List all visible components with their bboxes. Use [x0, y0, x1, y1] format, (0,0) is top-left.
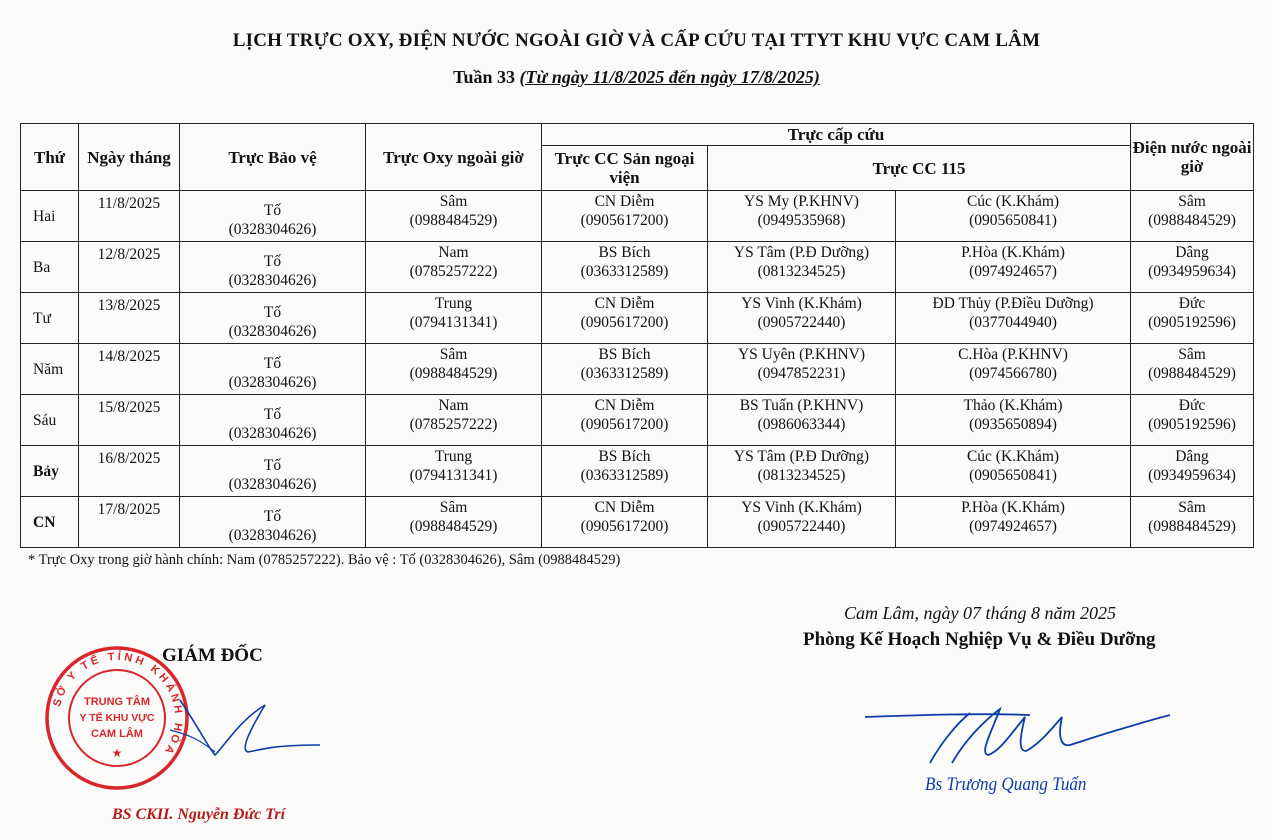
cc115-a-cell-phone: (0947852231)	[757, 365, 846, 382]
oxy-cell-phone: (0988484529)	[409, 518, 498, 535]
power-water-cell-phone: (0988484529)	[1148, 518, 1236, 535]
cc115-b-cell-name: P.Hòa (K.Khám)	[961, 244, 1065, 261]
page-title: LỊCH TRỰC OXY, ĐIỆN NƯỚC NGOÀI GIỜ VÀ CẤP CỨU TẠI TTYT KHU VỰC CAM LÂM	[232, 30, 1041, 51]
power-water-cell-phone: (0988484529)	[1148, 365, 1236, 382]
cc115-a-cell-phone: (0949535968)	[757, 212, 846, 229]
cc115-b-cell-name: Cúc (K.Khám)	[966, 193, 1060, 210]
guard-cell	[180, 446, 366, 497]
guard-cell-phone: (0328304626)	[228, 272, 317, 289]
power-water-cell-name: Đức	[1178, 397, 1206, 414]
oxy-cell-name: Sâm	[439, 499, 468, 516]
cc115-b-cell	[896, 446, 1131, 497]
date-cell: 12/8/2025	[79, 242, 180, 293]
obstetric-cell-phone: (0905617200)	[580, 518, 669, 535]
obstetric-cell	[542, 242, 708, 293]
svg-text:★: ★	[111, 746, 123, 760]
oxy-cell-name: Trung	[434, 295, 473, 312]
cc115-a-cell	[708, 497, 896, 548]
cc115-b-cell-name: Thảo (K.Khám)	[963, 397, 1063, 414]
power-water-cell	[1131, 344, 1254, 395]
guard-cell-phone: (0328304626)	[228, 476, 317, 493]
cc115-b-cell-phone: (0974566780)	[969, 365, 1057, 382]
cc115-a-cell-name: BS Tuấn (P.KHNV)	[739, 397, 864, 414]
director-name: BS CKII. Nguyễn Đức Trí	[112, 806, 286, 823]
table-row	[21, 242, 1254, 293]
power-water-cell	[1131, 395, 1254, 446]
power-water-cell	[1131, 446, 1254, 497]
cc115-a-cell-name: YS Vinh (K.Khám)	[741, 499, 862, 516]
table-row	[21, 497, 1254, 548]
col-power-water-header: Điện nước ngoài giờ	[1131, 124, 1254, 191]
obstetric-cell-name: BS Bích	[598, 346, 651, 363]
place-date: Cam Lâm, ngày 07 tháng 8 năm 2025	[844, 603, 1117, 623]
guard-cell	[180, 344, 366, 395]
day-cell: Hai	[21, 191, 79, 242]
oxy-cell	[366, 344, 542, 395]
table-row	[21, 191, 1254, 242]
stamp-line-2: Y TẾ KHU VỰC	[79, 712, 155, 724]
oxy-cell-name: Nam	[438, 244, 469, 261]
day-cell: Năm	[21, 344, 79, 395]
department-signature-icon	[860, 695, 1180, 775]
cc115-a-cell	[708, 395, 896, 446]
oxy-cell-phone: (0988484529)	[409, 365, 498, 382]
cc115-a-cell-phone: (0813234525)	[757, 263, 846, 280]
power-water-cell	[1131, 497, 1254, 548]
oxy-cell-name: Sâm	[439, 193, 468, 210]
stamp-line-3: CAM LÂM	[91, 728, 143, 740]
power-water-cell-name: Đức	[1178, 295, 1206, 312]
obstetric-cell	[542, 191, 708, 242]
date-cell: 17/8/2025	[79, 497, 180, 548]
obstetric-cell-phone: (0363312589)	[580, 263, 669, 280]
power-water-cell	[1131, 242, 1254, 293]
guard-cell-name: Tố	[263, 406, 282, 423]
oxy-cell-name: Trung	[434, 448, 473, 465]
power-water-cell-name: Dâng	[1175, 244, 1209, 261]
cc115-a-cell-phone: (0813234525)	[757, 467, 846, 484]
oxy-cell	[366, 191, 542, 242]
col-guard-header: Trực Bảo vệ	[180, 124, 366, 191]
obstetric-cell-name: CN Diễm	[594, 193, 655, 210]
power-water-cell	[1131, 293, 1254, 344]
cc115-a-cell-name: YS Tâm (P.Đ Dưỡng)	[733, 448, 870, 465]
cc115-a-cell-phone: (0905722440)	[757, 314, 846, 331]
day-cell: Sáu	[21, 395, 79, 446]
table-row	[21, 293, 1254, 344]
guard-cell-phone: (0328304626)	[228, 374, 317, 391]
cc115-a-cell	[708, 242, 896, 293]
table-row	[21, 395, 1254, 446]
director-signature-icon	[170, 690, 330, 770]
power-water-cell-name: Dâng	[1175, 448, 1209, 465]
day-cell: CN	[21, 497, 79, 548]
cc115-b-cell	[896, 395, 1131, 446]
date-cell: 14/8/2025	[79, 344, 180, 395]
col-oxy-header: Trực Oxy ngoài giờ	[366, 124, 542, 191]
guard-cell-name: Tố	[263, 355, 282, 372]
stamp-line-1: TRUNG TÂM	[84, 696, 150, 708]
guard-cell-name: Tố	[263, 202, 282, 219]
obstetric-cell-name: BS Bích	[598, 244, 651, 261]
signer-name: Bs Trương Quang Tuấn	[925, 774, 1087, 795]
date-cell: 15/8/2025	[79, 395, 180, 446]
power-water-cell-name: Sâm	[1178, 499, 1206, 516]
guard-cell-name: Tố	[263, 253, 282, 270]
cc115-a-cell-name: YS Vinh (K.Khám)	[741, 295, 862, 312]
guard-cell-phone: (0328304626)	[228, 323, 317, 340]
power-water-cell-phone: (0905192596)	[1148, 416, 1236, 433]
cc115-b-cell-phone: (0935650894)	[969, 416, 1057, 433]
footnote: * Trực Oxy trong giờ hành chính: Nam (0785257222). Bảo vệ : Tố (0328304626), Sâm (0988484529)	[28, 552, 621, 568]
oxy-cell	[366, 395, 542, 446]
department-name: Phòng Kế Hoạch Nghiệp Vụ & Điều Dưỡng	[803, 629, 1156, 650]
week-label: Tuần 33	[453, 67, 516, 87]
power-water-cell	[1131, 191, 1254, 242]
cc115-a-cell	[708, 344, 896, 395]
oxy-cell-phone: (0785257222)	[409, 263, 498, 280]
obstetric-cell-name: CN Diễm	[594, 295, 655, 312]
cc115-a-cell	[708, 191, 896, 242]
table-row	[21, 446, 1254, 497]
table-row	[21, 344, 1254, 395]
day-cell: Bảy	[21, 446, 79, 497]
guard-cell-name: Tố	[263, 304, 282, 321]
guard-cell	[180, 395, 366, 446]
cc115-a-cell	[708, 293, 896, 344]
director-title: GIÁM ĐỐC	[162, 645, 263, 666]
cc115-a-cell-name: YS Tâm (P.Đ Dưỡng)	[733, 244, 870, 261]
obstetric-cell-phone: (0905617200)	[580, 212, 669, 229]
guard-cell-name: Tố	[263, 457, 282, 474]
cc115-a-cell-phone: (0986063344)	[757, 416, 846, 433]
power-water-cell-name: Sâm	[1178, 193, 1206, 210]
cc115-a-cell	[708, 446, 896, 497]
guard-cell-phone: (0328304626)	[228, 221, 317, 238]
col-thu-header: Thứ	[21, 124, 79, 191]
date-cell: 16/8/2025	[79, 446, 180, 497]
col-date-header: Ngày tháng	[79, 124, 180, 191]
guard-cell	[180, 293, 366, 344]
col-obstetric-header: Trực CC Sản ngoại viện	[542, 146, 708, 191]
day-cell: Tư	[21, 293, 79, 344]
guard-cell-phone: (0328304626)	[228, 527, 317, 544]
cc115-b-cell-phone: (0905650841)	[969, 212, 1057, 229]
cc115-b-cell-phone: (0377044940)	[969, 314, 1057, 331]
cc115-b-cell-name: Cúc (K.Khám)	[966, 448, 1060, 465]
cc115-b-cell-name: ĐD Thủy (P.Điều Dưỡng)	[932, 295, 1094, 312]
obstetric-cell	[542, 497, 708, 548]
obstetric-cell-name: CN Diễm	[594, 499, 655, 516]
day-cell: Ba	[21, 242, 79, 293]
cc115-b-cell	[896, 293, 1131, 344]
col-115-header: Trực CC 115	[708, 146, 1131, 191]
cc115-b-cell	[896, 191, 1131, 242]
cc115-b-cell	[896, 344, 1131, 395]
duty-schedule-table	[20, 123, 1254, 548]
obstetric-cell	[542, 293, 708, 344]
power-water-cell-phone: (0905192596)	[1148, 314, 1236, 331]
cc115-b-cell-phone: (0974924657)	[969, 518, 1057, 535]
obstetric-cell	[542, 395, 708, 446]
col-emergency-header: Trực cấp cứu	[542, 124, 1131, 146]
obstetric-cell-phone: (0363312589)	[580, 365, 669, 382]
cc115-a-cell-phone: (0905722440)	[757, 518, 846, 535]
oxy-cell	[366, 293, 542, 344]
power-water-cell-name: Sâm	[1178, 346, 1206, 363]
guard-cell	[180, 242, 366, 293]
power-water-cell-phone: (0934959634)	[1148, 467, 1236, 484]
obstetric-cell-name: BS Bích	[598, 448, 651, 465]
stamp-ring-text: SỞ Y TẾ TỈNH KHÁNH HÒA	[51, 650, 185, 759]
oxy-cell-name: Sâm	[439, 346, 468, 363]
guard-cell-phone: (0328304626)	[228, 425, 317, 442]
date-cell: 11/8/2025	[79, 191, 180, 242]
obstetric-cell	[542, 344, 708, 395]
cc115-b-cell-phone: (0974924657)	[969, 263, 1057, 280]
oxy-cell-phone: (0988484529)	[409, 212, 498, 229]
date-range: (Từ ngày 11/8/2025 đến ngày 17/8/2025)	[519, 67, 820, 87]
obstetric-cell-phone: (0905617200)	[580, 314, 669, 331]
power-water-cell-phone: (0988484529)	[1148, 212, 1236, 229]
guard-cell-name: Tố	[263, 508, 282, 525]
cc115-a-cell-name: YS My (P.KHNV)	[744, 193, 859, 210]
cc115-b-cell-name: P.Hòa (K.Khám)	[961, 499, 1065, 516]
cc115-b-cell-phone: (0905650841)	[969, 467, 1057, 484]
obstetric-cell	[542, 446, 708, 497]
oxy-cell	[366, 497, 542, 548]
oxy-cell-phone: (0794131341)	[409, 314, 498, 331]
oxy-cell	[366, 446, 542, 497]
oxy-cell-phone: (0794131341)	[409, 467, 498, 484]
oxy-cell	[366, 242, 542, 293]
date-cell: 13/8/2025	[79, 293, 180, 344]
power-water-cell-phone: (0934959634)	[1148, 263, 1236, 280]
guard-cell	[180, 497, 366, 548]
cc115-b-cell	[896, 242, 1131, 293]
obstetric-cell-name: CN Diễm	[594, 397, 655, 414]
page-subtitle	[0, 67, 1273, 88]
obstetric-cell-phone: (0905617200)	[580, 416, 669, 433]
oxy-cell-name: Nam	[438, 397, 469, 414]
cc115-b-cell-name: C.Hòa (P.KHNV)	[958, 346, 1068, 363]
obstetric-cell-phone: (0363312589)	[580, 467, 669, 484]
oxy-cell-phone: (0785257222)	[409, 416, 498, 433]
guard-cell	[180, 191, 366, 242]
cc115-a-cell-name: YS Uyên (P.KHNV)	[737, 346, 865, 363]
cc115-b-cell	[896, 497, 1131, 548]
